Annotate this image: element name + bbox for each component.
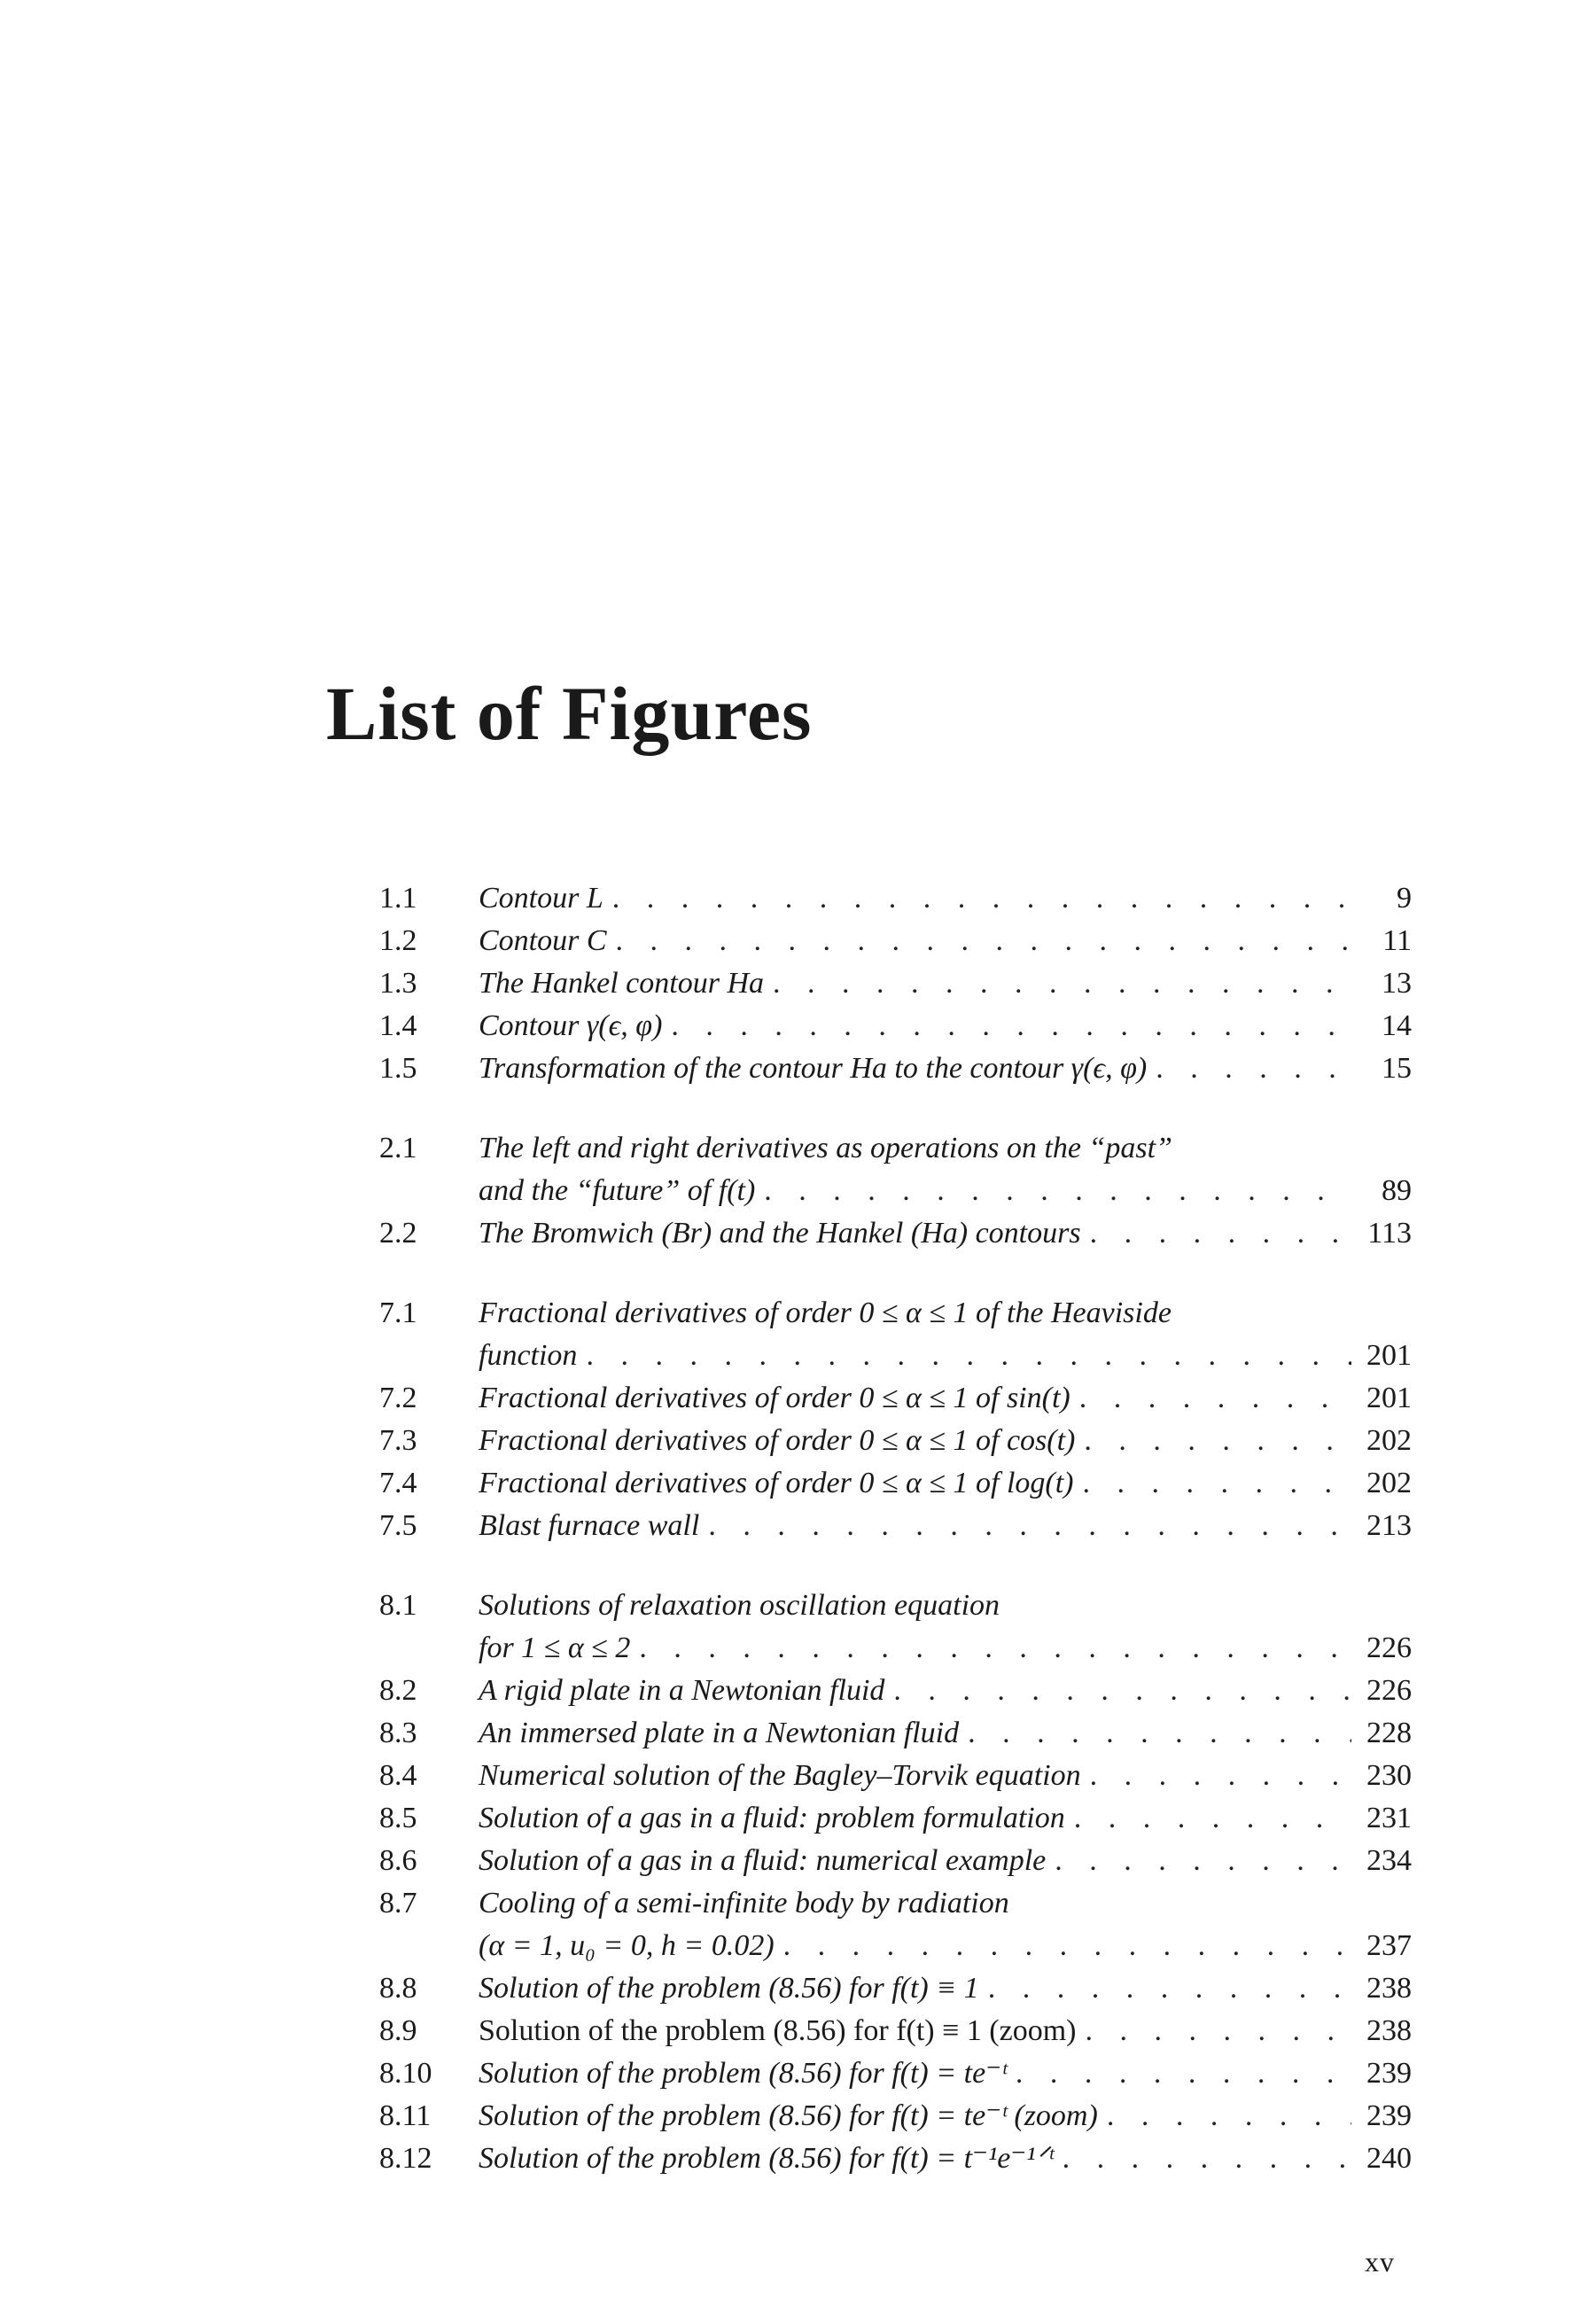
figure-caption: A rigid plate in a Newtonian fluid — [479, 1674, 885, 1707]
figure-number: 8.10 — [379, 2057, 432, 2090]
figure-page-number: 238 — [1366, 1972, 1412, 2005]
figure-caption: Fractional derivatives of order 0 ≤ α ≤ 1 of log(t) — [479, 1467, 1074, 1499]
figure-caption: function — [479, 1339, 578, 1372]
figure-number: 8.1 — [379, 1589, 417, 1622]
figure-number: 8.5 — [379, 1802, 417, 1834]
dot-leader — [1016, 2052, 1351, 2095]
figure-caption: Blast furnace wall — [479, 1509, 700, 1542]
figure-group — [379, 1585, 1412, 2180]
dot-leader — [1079, 1377, 1351, 1420]
figure-number: 8.2 — [379, 1674, 417, 1707]
figure-number: 7.1 — [379, 1297, 417, 1329]
figure-page-number: 202 — [1366, 1424, 1412, 1457]
dot-leader — [893, 1670, 1351, 1712]
figure-entry[interactable] — [379, 1840, 1412, 1882]
figure-page-number: 11 — [1382, 924, 1412, 957]
figure-page-number: 239 — [1366, 2057, 1412, 2090]
figure-number: 1.5 — [379, 1052, 417, 1085]
figure-caption: Contour L — [479, 882, 603, 915]
figure-caption: The Bromwich (Br) and the Hankel (Ha) contours — [479, 1217, 1081, 1250]
figure-number: 7.3 — [379, 1424, 417, 1457]
dot-leader — [968, 1712, 1351, 1755]
figure-number: 2.2 — [379, 1217, 417, 1250]
figure-caption: Contour γ(ϵ, φ) — [479, 1009, 663, 1042]
dot-leader — [1090, 1212, 1351, 1255]
figure-entry[interactable] — [379, 1377, 1412, 1420]
figure-caption: Fractional derivatives of order 0 ≤ α ≤ 1 of sin(t) — [479, 1382, 1070, 1414]
figure-page-number: 234 — [1366, 1844, 1412, 1877]
figure-page-number: 230 — [1366, 1759, 1412, 1792]
figure-number: 7.2 — [379, 1382, 417, 1414]
figure-entry[interactable] — [379, 1047, 1412, 1090]
figure-number: 8.11 — [379, 2099, 432, 2132]
figure-caption: Solution of the problem (8.56) for f(t) = te⁻ᵗ — [479, 2057, 1007, 2090]
figure-page-number: 238 — [1366, 2014, 1412, 2047]
dot-leader — [988, 1967, 1351, 2010]
dot-leader — [1156, 1047, 1351, 1090]
figure-caption-first-line: Fractional derivatives of order 0 ≤ α ≤ 1 of the Heaviside — [479, 1297, 1172, 1329]
figure-page-number: 14 — [1382, 1009, 1412, 1042]
figure-caption-first-line: The left and right derivatives as operations on the “past” — [479, 1132, 1172, 1164]
figure-caption: Solution of the problem (8.56) for f(t) ≡ 1 — [479, 1972, 979, 2005]
figure-number: 8.7 — [379, 1887, 417, 1920]
figure-page-number: 89 — [1382, 1174, 1412, 1207]
dot-leader — [1063, 2138, 1351, 2180]
figure-page-number: 240 — [1366, 2142, 1412, 2175]
figure-number: 8.9 — [379, 2014, 417, 2047]
page-number: xv — [1365, 2246, 1395, 2278]
figure-number: 7.5 — [379, 1509, 417, 1542]
figure-entry[interactable] — [379, 962, 1412, 1005]
dot-leader — [1085, 2010, 1351, 2052]
dot-leader — [612, 877, 1351, 920]
page-title: List of Figures — [326, 671, 813, 756]
figure-caption-first-line: Cooling of a semi-infinite body by radiation — [479, 1887, 1009, 1920]
figure-number: 8.12 — [379, 2142, 432, 2175]
dot-leader — [586, 1335, 1351, 1377]
figure-number: 1.1 — [379, 882, 417, 915]
figure-entry[interactable] — [379, 1420, 1412, 1462]
list-of-figures — [379, 877, 1412, 2217]
dot-leader — [1090, 1755, 1351, 1797]
figure-caption: for 1 ≤ α ≤ 2 — [479, 1631, 631, 1664]
figure-number: 8.4 — [379, 1759, 417, 1792]
figure-caption: Transformation of the contour Ha to the contour γ(ϵ, φ) — [479, 1052, 1148, 1085]
figure-entry[interactable] — [379, 2138, 1412, 2180]
figure-number: 1.4 — [379, 1009, 417, 1042]
figure-entry[interactable] — [379, 1797, 1412, 1840]
figure-entry[interactable] — [379, 1585, 1412, 1670]
figure-entry[interactable] — [379, 1712, 1412, 1755]
figure-page-number: 15 — [1382, 1052, 1412, 1085]
figure-page-number: 228 — [1366, 1717, 1412, 1749]
figure-entry[interactable] — [379, 2095, 1412, 2138]
figure-page-number: 202 — [1366, 1467, 1412, 1499]
figure-entry[interactable] — [379, 1755, 1412, 1797]
figure-page-number: 237 — [1366, 1929, 1412, 1962]
figure-entry[interactable] — [379, 1212, 1412, 1255]
dot-leader — [773, 962, 1351, 1005]
figure-caption: Solution of the problem (8.56) for f(t) = te⁻ᵗ (zoom) — [479, 2099, 1098, 2132]
dot-leader — [764, 1170, 1351, 1212]
dot-leader — [1107, 2095, 1351, 2138]
figure-group — [379, 1127, 1412, 1255]
figure-entry[interactable] — [379, 1505, 1412, 1547]
figure-caption: Contour C — [479, 924, 607, 957]
figure-page-number: 13 — [1382, 967, 1412, 1000]
dot-leader — [708, 1505, 1351, 1547]
figure-caption-first-line: Solutions of relaxation oscillation equation — [479, 1589, 1000, 1622]
figure-entry[interactable] — [379, 1882, 1412, 1967]
dot-leader — [616, 920, 1351, 962]
figure-entry[interactable] — [379, 2052, 1412, 2095]
figure-entry[interactable] — [379, 1127, 1412, 1212]
figure-caption: Solution of a gas in a fluid: numerical example — [479, 1844, 1047, 1877]
dot-leader — [1074, 1797, 1351, 1840]
figure-entry[interactable] — [379, 877, 1412, 920]
figure-entry[interactable] — [379, 1967, 1412, 2010]
figure-page-number: 201 — [1366, 1339, 1412, 1372]
figure-caption: and the “future” of f(t) — [479, 1174, 756, 1207]
figure-group — [379, 1292, 1412, 1547]
figure-entry[interactable] — [379, 1462, 1412, 1505]
figure-page-number: 113 — [1367, 1217, 1412, 1250]
figure-group — [379, 877, 1412, 1090]
dot-leader — [1082, 1462, 1351, 1505]
figure-entry[interactable] — [379, 1292, 1412, 1377]
figure-caption: (α = 1, u₀ = 0, h = 0.02) — [479, 1929, 775, 1962]
figure-caption: Solution of the problem (8.56) for f(t) = t⁻¹e⁻¹ᐟᵗ — [479, 2142, 1054, 2175]
dot-leader — [1084, 1420, 1351, 1462]
figure-number: 1.3 — [379, 967, 417, 1000]
figure-caption: Solution of a gas in a fluid: problem formulation — [479, 1802, 1065, 1834]
figure-number: 8.8 — [379, 1972, 417, 2005]
figure-number: 1.2 — [379, 924, 417, 957]
dot-leader — [1055, 1840, 1351, 1882]
figure-page-number: 231 — [1366, 1802, 1412, 1834]
figure-entry[interactable] — [379, 2010, 1412, 2052]
figure-number: 7.4 — [379, 1467, 417, 1499]
figure-page-number: 201 — [1366, 1382, 1412, 1414]
figure-caption: Fractional derivatives of order 0 ≤ α ≤ 1 of cos(t) — [479, 1424, 1076, 1457]
figure-caption: The Hankel contour Ha — [479, 967, 765, 1000]
figure-page-number: 226 — [1366, 1674, 1412, 1707]
figure-page-number: 226 — [1366, 1631, 1412, 1664]
dot-leader — [783, 1925, 1351, 1967]
figure-number: 2.1 — [379, 1132, 417, 1164]
figure-page-number: 239 — [1366, 2099, 1412, 2132]
figure-entry[interactable] — [379, 1670, 1412, 1712]
dot-leader — [639, 1627, 1351, 1670]
figure-number: 8.6 — [379, 1844, 417, 1877]
figure-page-number: 9 — [1397, 882, 1412, 915]
figure-entry[interactable] — [379, 920, 1412, 962]
figure-caption: An immersed plate in a Newtonian fluid — [479, 1717, 960, 1749]
figure-caption: Solution of the problem (8.56) for f(t) ≡ 1 (zoom) — [479, 2014, 1077, 2047]
figure-page-number: 213 — [1366, 1509, 1412, 1542]
figure-entry[interactable] — [379, 1005, 1412, 1047]
figure-number: 8.3 — [379, 1717, 417, 1749]
figure-caption: Numerical solution of the Bagley–Torvik equation — [479, 1759, 1081, 1792]
dot-leader — [671, 1005, 1351, 1047]
